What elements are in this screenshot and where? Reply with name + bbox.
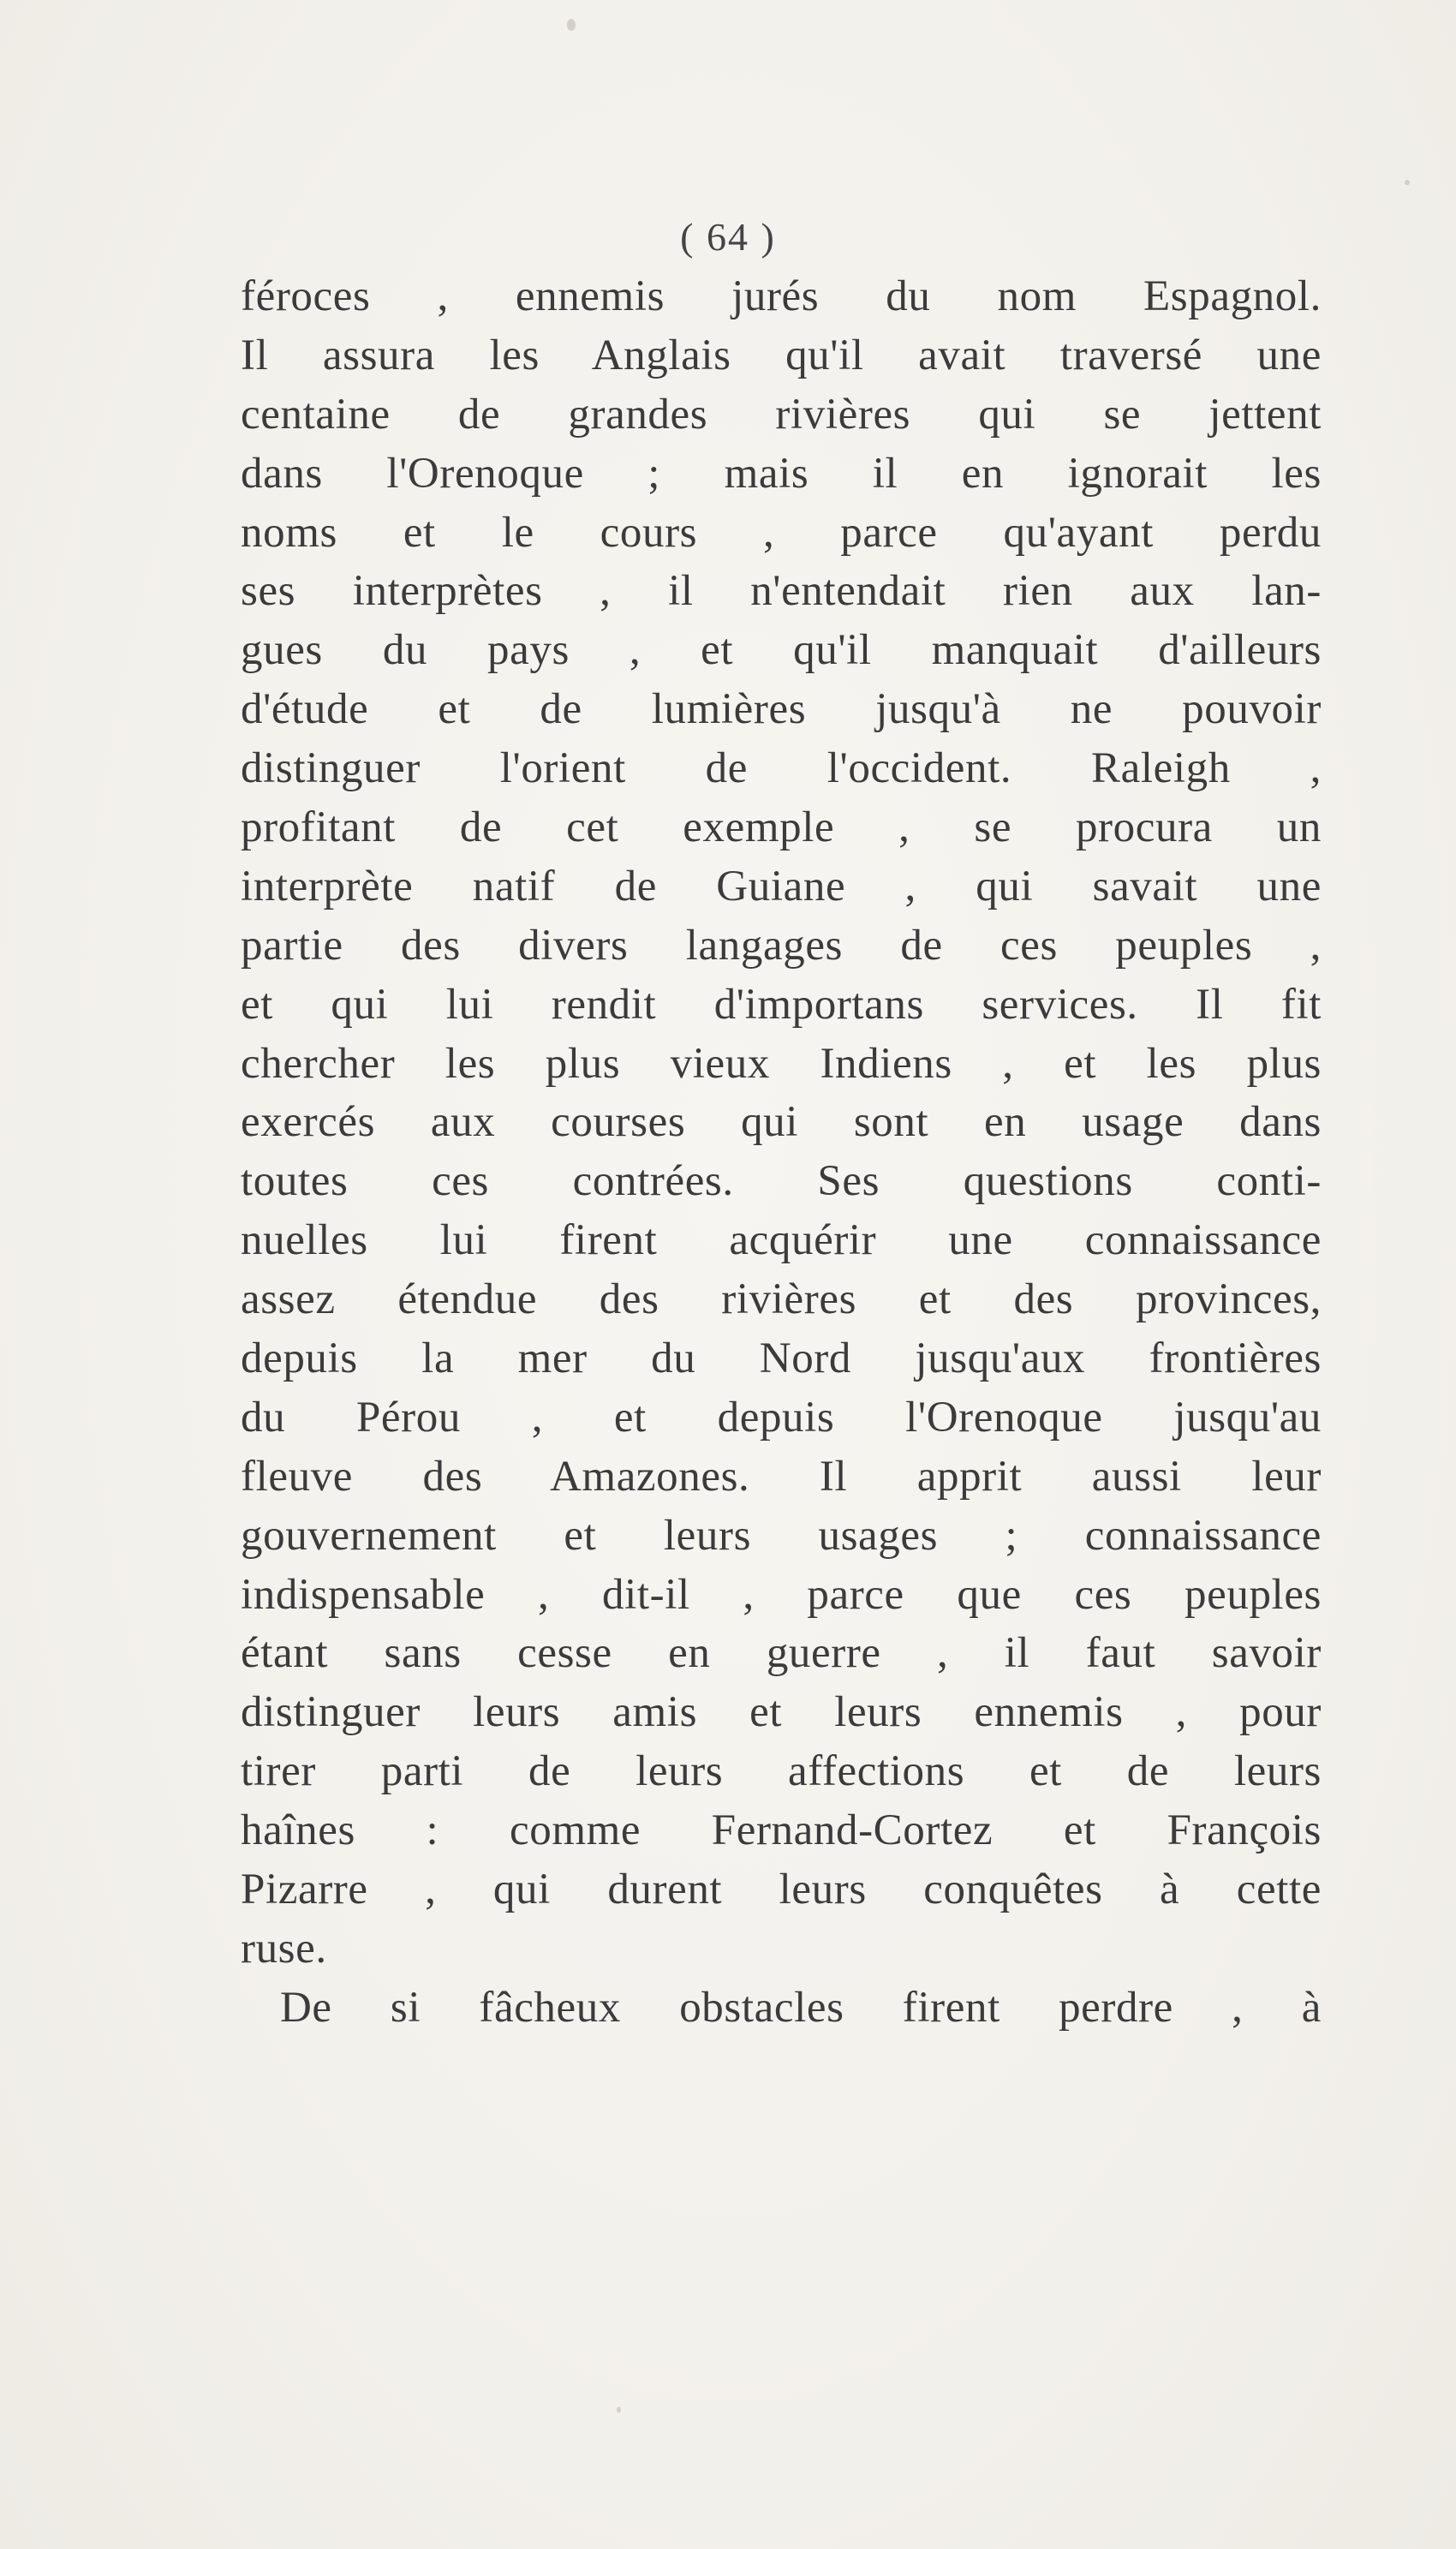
paper-speck: [617, 2407, 621, 2413]
text-line: étant sans cesse en guerre , il faut savoir: [241, 1629, 1322, 1678]
text-line: indispensable , dit-il , parce que ces peuples: [241, 1570, 1322, 1619]
text-line: noms et le cours , parce qu'ayant perdu: [241, 508, 1322, 557]
text-line: profitant de cet exemple , se procura un: [241, 803, 1322, 852]
paper-speck: [1405, 180, 1410, 185]
text-line: dans l'Orenoque ; mais il en ignorait les: [241, 449, 1322, 498]
text-line: ruse.: [241, 1924, 327, 1973]
text-line: De si fâcheux obstacles firent perdre , à: [280, 1983, 1322, 2032]
text-line: fleuve des Amazones. Il apprit aussi leur: [241, 1452, 1322, 1501]
body-text: [241, 267, 1322, 2038]
text-line: depuis la mer du Nord jusqu'aux frontières: [241, 1334, 1322, 1383]
text-line: centaine de grandes rivières qui se jettent: [241, 390, 1322, 439]
text-line: tirer parti de leurs affections et de leurs: [241, 1747, 1322, 1796]
text-line: interprète natif de Guiane , qui savait une: [241, 862, 1322, 910]
text-line: gouvernement et leurs usages ; connaissance: [241, 1511, 1322, 1560]
paper-speck: [567, 19, 576, 31]
text-line: nuelles lui firent acquérir une connaissance: [241, 1216, 1322, 1265]
text-line: Il assura les Anglais qu'il avait traversé une: [241, 331, 1322, 379]
text-line: partie des divers langages de ces peuples ,: [241, 921, 1322, 970]
text-line: du Pérou , et depuis l'Orenoque jusqu'au: [241, 1393, 1322, 1442]
text-line: et qui lui rendit d'importans services. Il fit: [241, 980, 1322, 1029]
text-line: exercés aux courses qui sont en usage dans: [241, 1098, 1322, 1147]
text-line: toutes ces contrées. Ses questions conti-: [241, 1157, 1322, 1206]
text-line: chercher les plus vieux Indiens , et les plus: [241, 1039, 1322, 1088]
text-line: assez étendue des rivières et des provinces,: [241, 1275, 1322, 1324]
text-line: Pizarre , qui durent leurs conquêtes à cette: [241, 1865, 1322, 1914]
text-line: gues du pays , et qu'il manquait d'ailleurs: [241, 626, 1322, 675]
text-line: d'étude et de lumières jusqu'à ne pouvoir: [241, 685, 1322, 734]
page-number: ( 64 ): [680, 215, 776, 259]
text-line: distinguer leurs amis et leurs ennemis , pour: [241, 1688, 1322, 1737]
text-line: haînes : comme Fernand-Cortez et François: [241, 1806, 1322, 1855]
text-line: ses interprètes , il n'entendait rien aux lan-: [241, 567, 1322, 616]
text-line: distinguer l'orient de l'occident. Raleigh ,: [241, 744, 1322, 793]
text-line: féroces , ennemis jurés du nom Espagnol.: [241, 272, 1322, 320]
